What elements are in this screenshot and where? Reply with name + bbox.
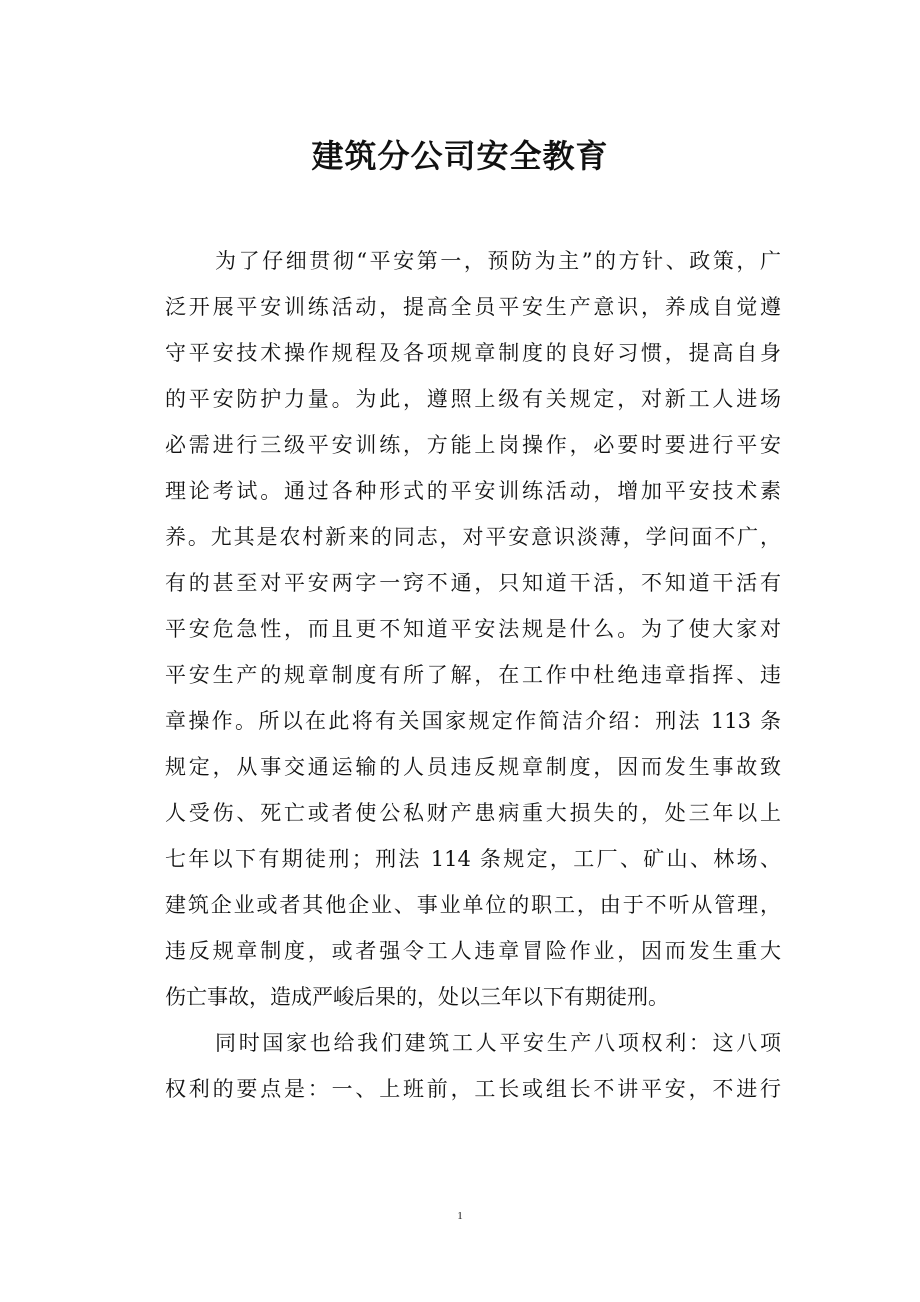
document-title: 建筑分公司安全教育	[311, 137, 609, 175]
paragraph-1-line-2: 泛开展平安训练活动，提高全员平安生产意识，养成自觉遵	[165, 295, 781, 319]
paragraph-1-line-10: 平安生产的规章制度有所了解，在工作中杜绝违章指挥、违	[165, 663, 781, 687]
paragraph-1-line-9: 平安危急性，而且更不知道平安法规是什么。为了使大家对	[165, 617, 781, 641]
paragraph-1-line-3: 守平安技术操作规程及各项规章制度的良好习惯，提高自身	[165, 341, 781, 365]
paragraph-1-line-14: 七年以下有期徒刑；刑法 114 条规定，工厂、矿山、林场、	[165, 847, 781, 871]
paragraph-1-line-6: 理论考试。通过各种形式的平安训练活动，增加平安技术素	[165, 479, 781, 503]
paragraph-1-line-16: 违反规章制度，或者强令工人违章冒险作业，因而发生重大	[165, 939, 781, 963]
paragraph-1-line-15: 建筑企业或者其他企业、事业单位的职工，由于不听从管理，	[165, 893, 781, 917]
page-number: 1	[457, 1210, 463, 1222]
paragraph-1-line-12: 规定，从事交通运输的人员违反规章制度，因而发生事故致	[165, 755, 781, 779]
paragraph-1-line-7: 养。尤其是农村新来的同志，对平安意识淡薄，学问面不广，	[165, 525, 781, 549]
paragraph-1-line-1: 为了仔细贯彻“平安第一，预防为主”的方针、政策，广	[215, 249, 781, 273]
paragraph-2-line-1: 同时国家也给我们建筑工人平安生产八项权利：这八项	[215, 1031, 781, 1055]
paragraph-2-line-2: 权利的要点是：一、上班前，工长或组长不讲平安，不进行	[165, 1077, 781, 1101]
paragraph-1-line-5: 必需进行三级平安训练，方能上岗操作，必要时要进行平安	[165, 433, 781, 457]
paragraph-1-line-13: 人受伤、死亡或者使公私财产患病重大损失的，处三年以上	[165, 801, 781, 825]
paragraph-1-line-17: 伤亡事故，造成严峻后果的，处以三年以下有期徒刑。	[165, 985, 669, 1009]
paragraph-1-line-4: 的平安防护力量。为此，遵照上级有关规定，对新工人进场	[165, 387, 781, 411]
document-body	[165, 238, 781, 1112]
paragraph-1-line-11: 章操作。所以在此将有关国家规定作简洁介绍：刑法 113 条	[165, 709, 781, 733]
paragraph-1-line-8: 有的甚至对平安两字一窍不通，只知道干活，不知道干活有	[165, 571, 781, 595]
